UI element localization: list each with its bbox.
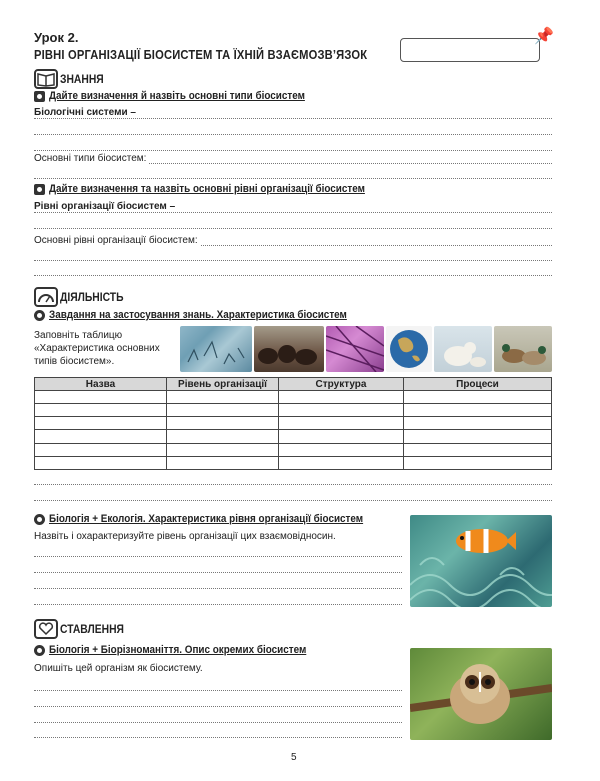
answer-line[interactable] [34, 212, 552, 213]
answer-line[interactable] [34, 722, 402, 723]
task-characteristics [34, 309, 380, 321]
instruction-line: «Характеристика основних [34, 343, 160, 354]
organism-prompt: Опишіть цей організм як біосистему. [34, 663, 203, 674]
answer-line[interactable] [34, 178, 552, 179]
task-biodiversity [34, 644, 335, 656]
table-cell[interactable] [279, 404, 404, 417]
photo-slow-loris [410, 648, 552, 740]
task-icon [34, 184, 45, 195]
photo-bison-herd [254, 326, 324, 372]
photo-cells [326, 326, 384, 372]
section-attitude-title: СТАВЛЕННЯ [60, 622, 124, 636]
table-cell[interactable] [279, 391, 404, 404]
table-cell[interactable] [35, 430, 167, 443]
pin-icon: 📌 [534, 28, 554, 45]
table-cell[interactable] [167, 443, 279, 456]
book-icon [34, 69, 58, 89]
table-cell[interactable] [35, 417, 167, 430]
task-icon [34, 514, 45, 525]
table-cell[interactable] [167, 456, 279, 469]
table-cell[interactable] [167, 404, 279, 417]
table-cell[interactable] [404, 417, 552, 430]
date-box[interactable] [400, 38, 540, 62]
table-row [35, 456, 552, 469]
table-cell[interactable] [404, 391, 552, 404]
answer-line[interactable] [34, 737, 402, 738]
table-cell[interactable] [167, 391, 279, 404]
instruction-line: типів біосистем». [34, 356, 115, 367]
table-cell[interactable] [35, 443, 167, 456]
table-cell[interactable] [279, 456, 404, 469]
table-instructions [34, 329, 160, 368]
answer-line[interactable] [34, 150, 552, 151]
ecology-prompt: Назвіть і охарактеризуйте рівень організації цих взаємовідносин. [34, 531, 336, 542]
prompt-types: Основні типи біосистем: [34, 153, 149, 164]
photo-plankton [180, 326, 252, 372]
answer-line[interactable] [34, 588, 402, 589]
photo-polar-bears [434, 326, 492, 372]
col-header-level: Рівень організації [167, 378, 279, 391]
lesson-number: Урок 2. [34, 30, 79, 45]
task-icon [34, 645, 45, 656]
task-definitions-levels [34, 183, 400, 195]
answer-line[interactable] [34, 134, 552, 135]
col-header-processes: Процеси [404, 378, 552, 391]
lesson-title: РІВНІ ОРГАНІЗАЦІЇ БІОСИСТЕМ ТА ЇХНІЙ ВЗАЄМОЗВ’ЯЗОК [34, 47, 368, 62]
table-cell[interactable] [35, 456, 167, 469]
answer-line[interactable] [34, 572, 402, 573]
page-number: 5 [291, 752, 297, 763]
answer-line[interactable] [34, 706, 402, 707]
gauge-icon [34, 287, 58, 307]
table-cell[interactable] [35, 404, 167, 417]
answer-line[interactable] [34, 604, 402, 605]
table-cell[interactable] [279, 430, 404, 443]
biosystems-table [34, 377, 552, 470]
answer-line[interactable] [34, 484, 552, 485]
table-cell[interactable] [279, 443, 404, 456]
table-cell[interactable] [279, 417, 404, 430]
task-title: Завдання на застосування знань. Характеристика біосистем [49, 309, 347, 321]
answer-line[interactable] [34, 228, 552, 229]
instruction-line: Заповніть таблицю [34, 330, 123, 341]
table-row [35, 391, 552, 404]
table-row [35, 443, 552, 456]
prompt-levels: Рівні організації біосистем – [34, 201, 178, 212]
task-icon [34, 310, 45, 321]
task-ecology [34, 513, 398, 525]
table-cell[interactable] [167, 430, 279, 443]
section-knowledge-title: ЗНАННЯ [60, 72, 104, 86]
table-row [35, 430, 552, 443]
section-knowledge-header [34, 68, 111, 90]
table-row [35, 404, 552, 417]
table-cell[interactable] [35, 391, 167, 404]
photo-clownfish-anemone [410, 515, 552, 607]
table-cell[interactable] [404, 404, 552, 417]
table-cell[interactable] [167, 417, 279, 430]
col-header-structure: Структура [279, 378, 404, 391]
answer-line[interactable] [34, 556, 402, 557]
table-cell[interactable] [404, 443, 552, 456]
section-activity-header [34, 286, 134, 308]
answer-line[interactable] [34, 118, 552, 119]
col-header-name: Назва [35, 378, 167, 391]
answer-line[interactable] [34, 260, 552, 261]
answer-line[interactable] [34, 500, 552, 501]
task-title: Біологія + Екологія. Характеристика рівня організації біосистем [49, 513, 364, 525]
prompt-main-levels: Основні рівні організації біосистем: [34, 235, 201, 246]
photo-ducks [494, 326, 552, 372]
table-cell[interactable] [404, 456, 552, 469]
task-definitions-types [34, 90, 333, 102]
prompt-bio-systems: Біологічні системи – [34, 107, 139, 118]
answer-line[interactable] [34, 690, 402, 691]
answer-line[interactable] [34, 275, 552, 276]
table-row [35, 417, 552, 430]
table-cell[interactable] [404, 430, 552, 443]
section-activity-title: ДІЯЛЬНІСТЬ [60, 290, 124, 304]
heart-screen-icon [34, 619, 58, 639]
task-title: Біологія + Біорізноманіття. Опис окремих біосистем [49, 644, 307, 656]
section-attitude-header [34, 618, 134, 640]
task-title: Дайте визначення й назвіть основні типи біосистем [49, 90, 305, 102]
task-title: Дайте визначення та назвіть основні рівні організації біосистем [49, 183, 365, 195]
photo-earth [386, 326, 432, 372]
task-icon [34, 91, 45, 102]
